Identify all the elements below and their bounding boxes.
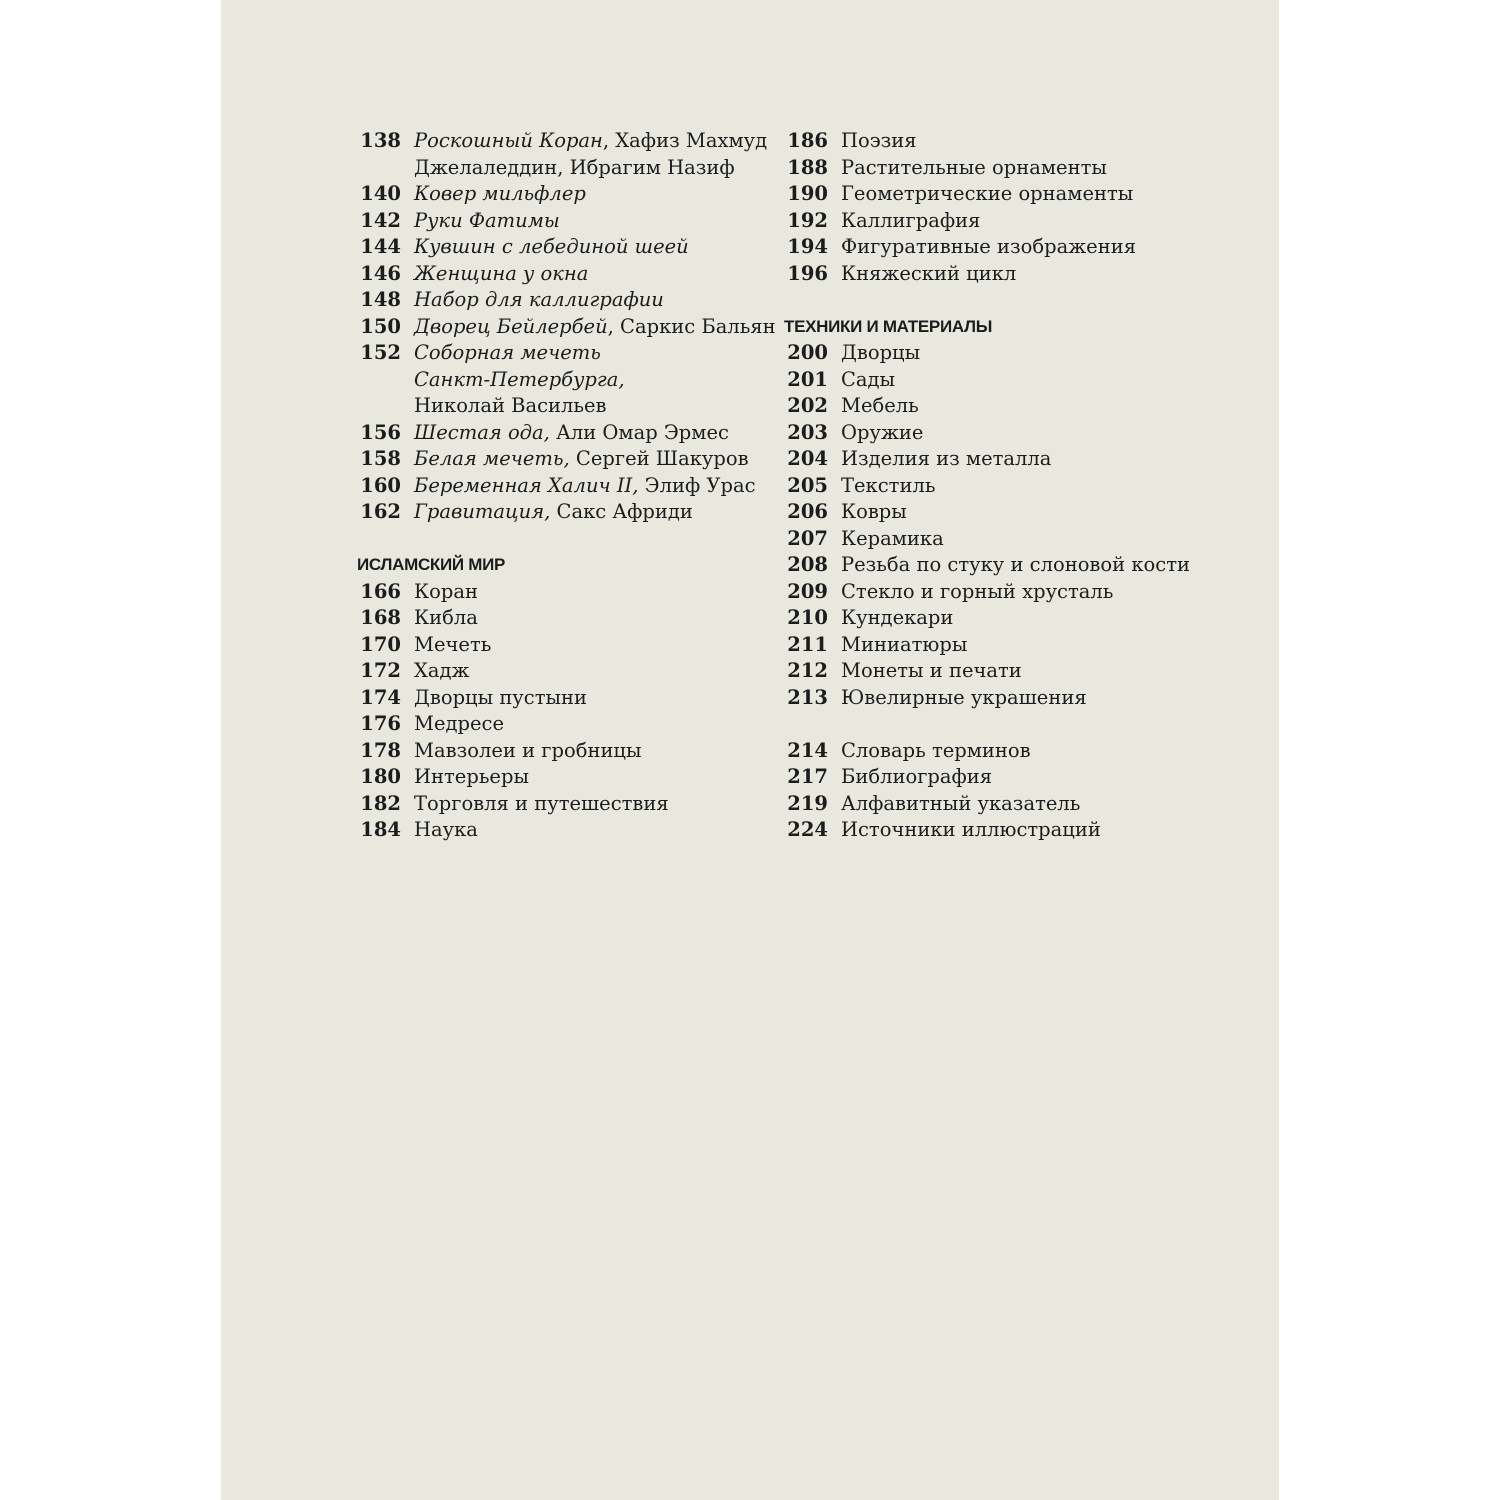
artwork-title: Соборная мечеть	[414, 341, 601, 364]
page-number: 166	[360, 579, 401, 603]
page-number: 194	[787, 235, 828, 258]
artwork-title: Роскошный Коран	[414, 129, 603, 152]
toc-entry	[357, 340, 757, 367]
toc-artworks-list	[357, 128, 776, 526]
artist-name: , Хафиз Махмуд	[602, 129, 768, 152]
toc-entry	[357, 632, 757, 659]
toc-entry	[784, 208, 1184, 235]
entry-title	[414, 128, 767, 155]
toc-entry	[357, 817, 757, 844]
entry-title: Торговля и путешествия	[414, 791, 669, 815]
entry-title: Ковры	[841, 500, 907, 523]
spacer	[784, 711, 1184, 738]
toc-entry	[357, 738, 757, 765]
artwork-title: Набор для каллиграфии	[414, 288, 664, 311]
toc-entry	[357, 128, 768, 155]
artist-name: Али Омар Эрмес	[549, 420, 729, 444]
page-number: 168	[360, 606, 401, 629]
toc-entry	[357, 473, 757, 500]
entry-title	[414, 340, 757, 367]
toc-right-column	[784, 128, 1190, 844]
section-title-islamic-world: ИСЛАМСКИЙ МИР	[357, 555, 506, 574]
toc-entry	[357, 764, 757, 791]
toc-back-matter-list	[784, 738, 1184, 844]
toc-entry	[784, 420, 1184, 447]
entry-title: Сады	[841, 367, 896, 391]
entry-title: Изделия из металла	[841, 447, 1052, 470]
toc-entry	[784, 632, 1184, 659]
page-number: 160	[360, 473, 401, 497]
page-number: 208	[787, 553, 828, 576]
entry-title: Стекло и горный хрусталь	[841, 579, 1114, 603]
entry-title: Ювелирные украшения	[841, 685, 1087, 709]
entry-title: Алфавитный указатель	[841, 791, 1081, 815]
entry-title: Интерьеры	[414, 765, 529, 788]
toc-entry	[357, 234, 757, 261]
toc-entry	[357, 579, 757, 606]
page-number: 138	[360, 129, 401, 152]
artwork-title: Женщина у окна	[414, 261, 589, 285]
toc-entry	[357, 181, 757, 208]
entry-title: Медресе	[414, 712, 504, 735]
page-number: 186	[787, 129, 828, 152]
page-number: 200	[787, 341, 828, 364]
artwork-title: Кувшин с лебединой шеей	[414, 235, 689, 258]
entry-title: Миниатюры	[841, 632, 968, 656]
page-number: 204	[787, 447, 828, 470]
artwork-title: Гравитация,	[414, 500, 551, 523]
entry-title: Дворцы пустыни	[414, 685, 588, 709]
entry-title: Источники иллюстраций	[841, 818, 1101, 841]
toc-entry	[357, 711, 757, 738]
toc-entry	[357, 314, 776, 341]
toc-entry	[357, 658, 757, 685]
toc-entry	[357, 685, 757, 712]
page-number: 188	[787, 155, 828, 179]
entry-title	[414, 208, 757, 235]
entry-title: Библиография	[841, 765, 993, 788]
entry-title	[414, 234, 757, 261]
toc-entry	[784, 526, 1184, 553]
entry-title	[414, 499, 757, 526]
toc-entry	[784, 446, 1184, 473]
artwork-title: Руки Фатимы	[414, 208, 560, 232]
entry-title: Мечеть	[414, 632, 492, 656]
toc-entry	[784, 658, 1184, 685]
toc-entry	[784, 181, 1184, 208]
entry-title: Резьба по стуку и слоновой кости	[841, 553, 1190, 576]
page-number: 184	[360, 818, 401, 841]
entry-title	[414, 420, 757, 447]
page-number: 207	[787, 526, 828, 550]
artwork-title: Шестая ода,	[414, 420, 550, 444]
toc-entry	[357, 420, 757, 447]
toc-entry	[357, 287, 757, 314]
artist-name: , Саркис Бальян	[607, 314, 776, 338]
page-number: 211	[787, 632, 828, 656]
toc-entry	[784, 340, 1184, 367]
entry-title	[414, 287, 757, 314]
toc-entry	[357, 446, 757, 473]
entry-title	[414, 261, 757, 288]
toc-entry	[784, 738, 1184, 765]
page-number: 144	[360, 235, 401, 258]
artwork-title: Беременная Халич II,	[414, 473, 639, 497]
entry-title: Текстиль	[841, 473, 936, 497]
toc-entry	[784, 579, 1184, 606]
toc-entry	[357, 261, 757, 288]
page-number: 205	[787, 473, 828, 497]
artwork-title: Белая мечеть,	[414, 447, 570, 470]
toc-entry	[784, 155, 1184, 182]
page-number: 150	[360, 314, 401, 338]
page-number: 172	[360, 659, 401, 682]
toc-islamic-world-list	[357, 579, 757, 844]
toc-entry	[357, 791, 757, 818]
entry-title: Наука	[414, 818, 478, 841]
page-number: 182	[360, 791, 401, 815]
toc-left-column	[357, 128, 776, 844]
toc-entry	[784, 499, 1184, 526]
page-number: 170	[360, 632, 401, 656]
page-number: 140	[360, 182, 401, 205]
page-number: 212	[787, 659, 828, 682]
toc-themes-list	[784, 128, 1184, 287]
toc-techniques-list	[784, 340, 1190, 711]
page-number: 146	[360, 261, 401, 285]
page-number: 210	[787, 606, 828, 629]
entry-title: Монеты и печати	[841, 659, 1022, 682]
entry-title: Коран	[414, 579, 478, 603]
entry-title	[414, 473, 757, 500]
entry-title: Хадж	[414, 659, 470, 682]
toc-entry	[784, 791, 1184, 818]
entry-title: Геометрические орнаменты	[841, 182, 1134, 205]
entry-title: Фигуративные изображения	[841, 235, 1136, 258]
page-number: 158	[360, 447, 401, 470]
page-number: 142	[360, 208, 401, 232]
page-number: 176	[360, 712, 401, 735]
entry-title: Княжеский цикл	[841, 261, 1017, 285]
page-number: 206	[787, 500, 828, 523]
toc-entry	[357, 605, 757, 632]
toc-entry	[357, 208, 757, 235]
page-number: 190	[787, 182, 828, 205]
entry-title: Мебель	[841, 394, 919, 417]
toc-entry	[357, 499, 757, 526]
entry-title	[414, 314, 776, 341]
entry-title: Кибла	[414, 606, 478, 629]
entry-title: Растительные орнаменты	[841, 155, 1107, 179]
artist-name: Элиф Урас	[638, 473, 756, 497]
page-number: 156	[360, 420, 401, 444]
entry-continuation: Николай Васильев	[414, 394, 607, 417]
toc-entry	[784, 685, 1184, 712]
page-number: 178	[360, 738, 401, 762]
toc-entry	[784, 764, 1184, 791]
toc-entry	[784, 234, 1184, 261]
page-number: 203	[787, 420, 828, 444]
entry-title: Словарь терминов	[841, 738, 1031, 762]
entry-title: Дворцы	[841, 341, 921, 364]
page-number: 217	[787, 765, 828, 788]
toc-entry	[784, 817, 1184, 844]
artwork-title: Дворец Бейлербей	[414, 314, 608, 338]
toc-entry	[784, 367, 1184, 394]
entry-title: Каллиграфия	[841, 208, 981, 232]
toc-entry	[784, 473, 1184, 500]
entry-title	[414, 181, 757, 208]
entry-title: Кундекари	[841, 606, 954, 629]
page-number: 174	[360, 685, 401, 709]
page-number: 219	[787, 791, 828, 815]
page-number: 192	[787, 208, 828, 232]
artist-name: Сакс Африди	[550, 500, 693, 523]
toc-entry	[784, 393, 1184, 420]
entry-title: Мавзолеи и гробницы	[414, 738, 642, 762]
page-number: 209	[787, 579, 828, 603]
entry-continuation: Санкт-Петербурга,	[414, 367, 625, 391]
page-number: 213	[787, 685, 828, 709]
entry-title: Оружие	[841, 420, 924, 444]
entry-continuation: Джелаледдин, Ибрагим Назиф	[414, 155, 735, 179]
page-number: 162	[360, 500, 401, 523]
toc-entry	[784, 605, 1184, 632]
entry-title: Поэзия	[841, 129, 917, 152]
page-number: 214	[787, 738, 828, 762]
page-number: 202	[787, 394, 828, 417]
artwork-title: Ковер мильфлер	[414, 182, 586, 205]
page-number: 201	[787, 367, 828, 391]
toc-entry	[784, 261, 1184, 288]
page-number: 196	[787, 261, 828, 285]
toc-entry	[784, 128, 1184, 155]
entry-title: Керамика	[841, 526, 944, 550]
artist-name: Сергей Шакуров	[569, 447, 749, 470]
page-number: 148	[360, 288, 401, 311]
section-title-techniques: ТЕХНИКИ И МАТЕРИАЛЫ	[784, 316, 993, 336]
page-number: 152	[360, 341, 401, 364]
toc-entry	[784, 552, 1190, 579]
page-number: 180	[360, 765, 401, 788]
page-number: 224	[787, 818, 828, 841]
entry-title	[414, 446, 757, 473]
